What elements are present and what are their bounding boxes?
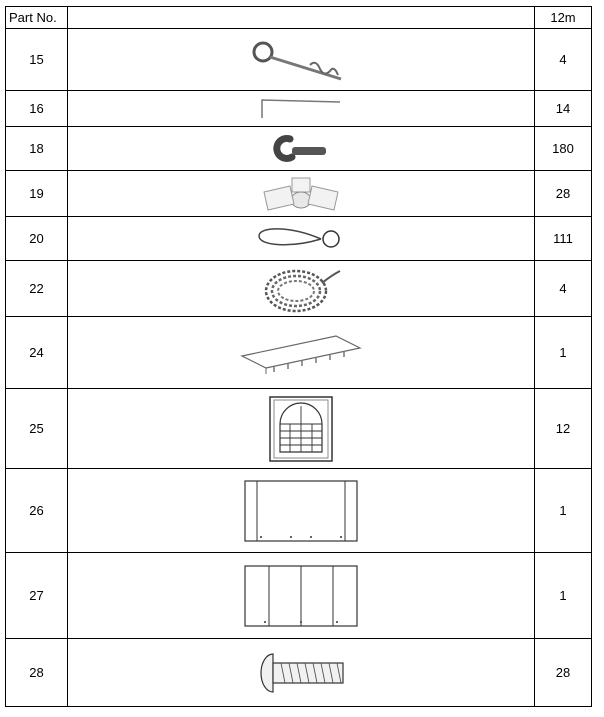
coiled-rope-icon [256,263,346,315]
part-number: 24 [6,317,68,389]
table-row [6,29,592,91]
quantity: 4 [535,261,592,317]
hook-icon [266,131,336,167]
quantity: 12 [535,389,592,469]
table-row [6,127,592,171]
table-row [6,171,592,217]
table-row [6,389,592,469]
door-panel-icon [241,561,361,631]
part-number: 16 [6,91,68,127]
quantity: 4 [535,29,592,91]
part-number: 19 [6,171,68,217]
quantity: 28 [535,639,592,707]
part-number: 20 [6,217,68,261]
table-row [6,261,592,317]
part-number: 18 [6,127,68,171]
screw-bolt-icon [251,648,351,698]
roof-cover-icon [236,328,366,378]
quantity: 28 [535,171,592,217]
part-number: 26 [6,469,68,553]
pipe-connector-icon [256,174,346,214]
header-part-no: Part No. [6,7,68,29]
parts-table [5,6,592,707]
header-image-cell [68,7,535,29]
quantity: 1 [535,553,592,639]
table-row [6,469,592,553]
part-number: 27 [6,553,68,639]
table-header-row [6,7,592,29]
header-quantity: 12m [535,7,592,29]
table-row [6,317,592,389]
elastic-ball-cord-icon [251,224,351,254]
quantity: 14 [535,91,592,127]
part-number: 15 [6,29,68,91]
table-row [6,639,592,707]
part-number: 25 [6,389,68,469]
table-row [6,217,592,261]
end-wall-panel-icon [241,476,361,546]
table-row [6,91,592,127]
window-sidewall-icon [266,394,336,464]
part-number: 22 [6,261,68,317]
bent-rod-icon [256,96,346,122]
quantity: 1 [535,469,592,553]
part-number: 28 [6,639,68,707]
quantity: 111 [535,217,592,261]
quantity: 180 [535,127,592,171]
quantity: 1 [535,317,592,389]
table-row [6,553,592,639]
ground-anchor-icon [246,35,356,85]
